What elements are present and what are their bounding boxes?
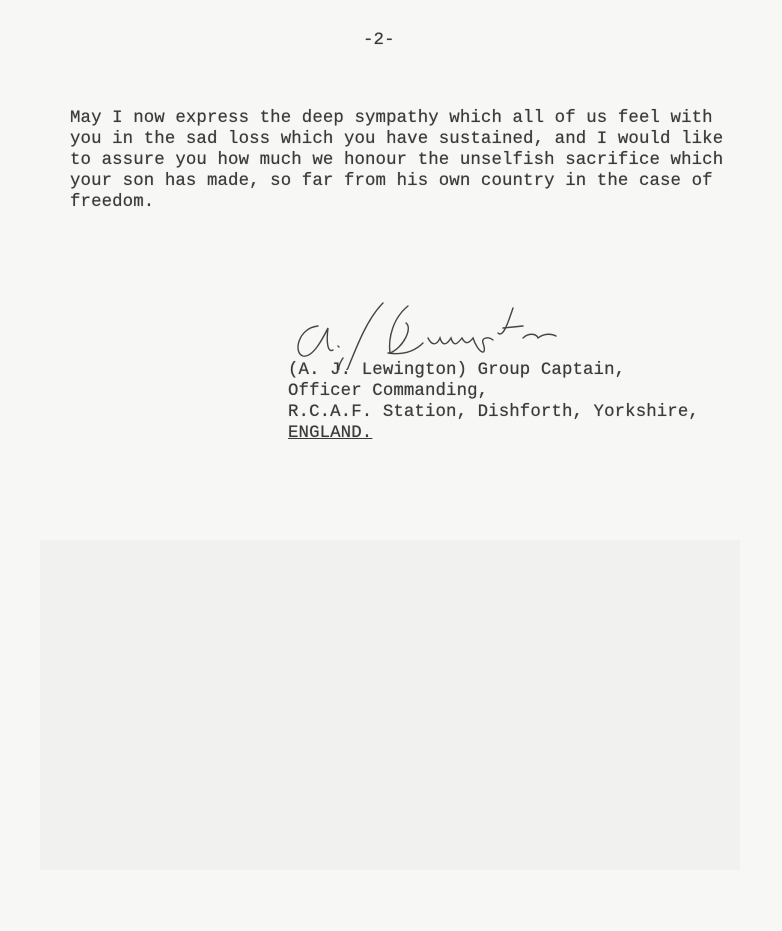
- bleed-through-shadow: [40, 540, 740, 870]
- signer-position: Officer Commanding,: [288, 382, 489, 401]
- signature-block: [288, 360, 699, 444]
- signer-name-title: (A. J. Lewington) Group Captain,: [288, 361, 626, 380]
- body-line: freedom.: [70, 193, 155, 212]
- signer-country: ENGLAND.: [288, 424, 373, 443]
- letter-body: [70, 108, 723, 213]
- page-number: -2-: [363, 31, 395, 50]
- body-line: you in the sad loss which you have sustained, and I would like: [70, 130, 724, 149]
- body-line: to assure you how much we honour the unselfish sacrifice which: [70, 151, 724, 170]
- body-line: your son has made, so far from his own country in the case of: [70, 172, 713, 191]
- signer-station: R.C.A.F. Station, Dishforth, Yorkshire,: [288, 403, 699, 422]
- body-line: May I now express the deep sympathy which all of us feel with: [70, 109, 713, 128]
